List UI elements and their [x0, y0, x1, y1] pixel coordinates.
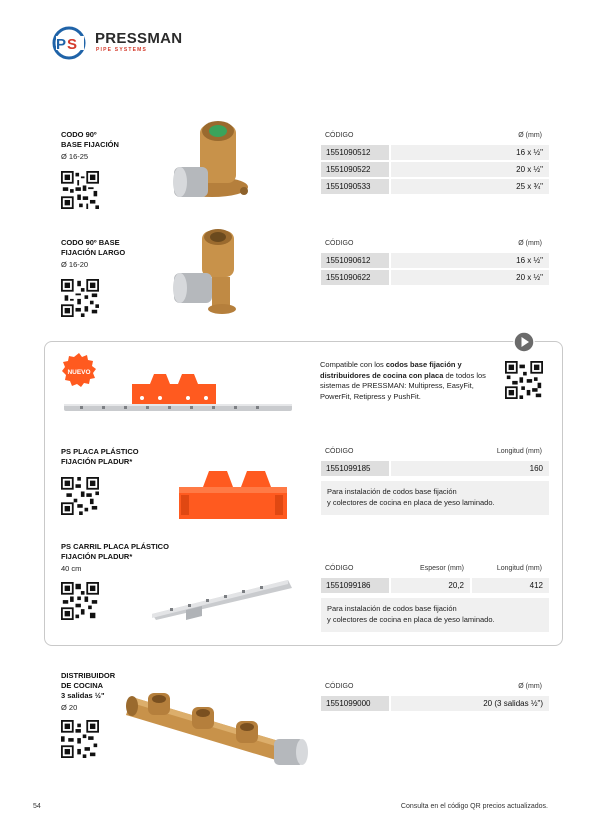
qr-code-icon[interactable]	[61, 720, 99, 758]
table-cell-code: 1551099000	[321, 696, 389, 711]
qr-code-icon[interactable]	[61, 477, 99, 515]
brand-tagline: PIPE SYSTEMS	[96, 47, 148, 53]
qr-code-icon[interactable]	[61, 279, 99, 317]
compat-text-post: de todos los sistemas de PRESSMAN: Multipress, EasyFit, PowerFit, Retipress y PushFit.	[320, 370, 486, 401]
col-header-code: CÓDIGO	[325, 240, 354, 247]
product-5-subtitle: Ø 20	[61, 703, 78, 712]
qr-code-icon[interactable]	[61, 582, 99, 620]
col-header-code: CÓDIGO	[325, 565, 354, 572]
kitchen-manifold-image	[126, 683, 310, 779]
table-cell-code: 1551099186	[321, 578, 389, 593]
qr-code-icon[interactable]	[61, 171, 99, 209]
title-line: PS PLACA PLÁSTICO	[61, 447, 139, 456]
table-cell-value: 16 x ½"	[391, 145, 549, 160]
table-cell-code: 1551090512	[321, 145, 389, 160]
compatibility-text	[320, 360, 490, 402]
product-1-title	[61, 130, 119, 150]
col-header-diameter: Ø (mm)	[518, 683, 542, 690]
brand-name: PRESSMAN	[95, 30, 183, 47]
long-elbow-base-fitting-image	[172, 225, 250, 317]
table-cell-value: 20,2	[391, 578, 470, 593]
title-line: CODO 90º	[61, 130, 97, 139]
elbow-base-fitting-image	[172, 117, 250, 209]
note-line: y colectores de cocina en placa de yeso laminado.	[327, 615, 495, 624]
col-header-code: CÓDIGO	[325, 132, 354, 139]
col-header-length: Longitud (mm)	[496, 565, 542, 572]
product-1-subtitle: Ø 16-25	[61, 152, 89, 161]
product-2-subtitle: Ø 16-20	[61, 260, 89, 269]
col-header-length: Longitud (mm)	[496, 448, 542, 455]
compat-text-bold: codos base fijación y distribuidores de cocina con placa	[320, 360, 462, 380]
note-line: y colectores de cocina en placa de yeso laminado.	[327, 498, 495, 507]
svg-text:P: P	[56, 36, 67, 53]
table-cell-value: 20 (3 salidas ½")	[391, 696, 549, 711]
title-line: CODO 90º BASE	[61, 238, 120, 247]
product-4-title	[61, 542, 169, 562]
svg-text:S: S	[67, 36, 78, 53]
note-line: Para instalación de codos base fijación	[327, 604, 457, 613]
page-number: 54	[33, 803, 41, 810]
table-cell-value: 25 x ¾"	[391, 179, 549, 194]
product-3-title	[61, 447, 139, 467]
plastic-plate-image	[175, 465, 291, 523]
title-line: DE COCINA	[61, 681, 104, 690]
table-cell-value: 20 x ½"	[391, 162, 549, 177]
col-header-code: CÓDIGO	[325, 448, 354, 455]
product-note	[321, 481, 549, 515]
title-line: BASE FIJACIÓN	[61, 140, 119, 149]
table-cell-value: 16 x ½"	[391, 253, 549, 268]
product-2-title	[61, 238, 125, 258]
product-note	[321, 598, 549, 632]
col-header-diameter: Ø (mm)	[518, 132, 542, 139]
pressman-logo-icon	[52, 26, 88, 60]
title-line: DISTRIBUIDOR	[61, 671, 116, 680]
col-header-diameter: Ø (mm)	[518, 240, 542, 247]
metal-rail-image	[148, 576, 294, 622]
title-line: PS CARRIL PLACA PLÁSTICO	[61, 542, 169, 551]
title-line: FIJACIÓN LARGO	[61, 248, 126, 257]
compat-text-pre: Compatible con los	[320, 360, 386, 369]
title-line: FIJACIÓN PLADUR*	[61, 457, 133, 466]
col-header-code: CÓDIGO	[325, 683, 354, 690]
product-4-subtitle: 40 cm	[61, 564, 82, 573]
table-cell-code: 1551090522	[321, 162, 389, 177]
title-line: 3 salidas ½"	[61, 691, 105, 700]
table-cell-value: 412	[472, 578, 549, 593]
new-badge-label: NUEVO	[67, 369, 91, 376]
note-line: Para instalación de codos base fijación	[327, 487, 457, 496]
footer-note: Consulta en el código QR precios actualizados.	[400, 803, 548, 810]
table-cell-value: 20 x ½"	[391, 270, 549, 285]
table-cell-code: 1551090622	[321, 270, 389, 285]
qr-code-icon[interactable]	[505, 361, 543, 399]
table-cell-code: 1551090612	[321, 253, 389, 268]
col-header-thickness: Espesor (mm)	[420, 565, 464, 572]
table-cell-code: 1551099185	[321, 461, 389, 476]
table-cell-code: 1551090533	[321, 179, 389, 194]
play-video-icon[interactable]	[513, 331, 535, 353]
product-5-title	[61, 671, 115, 701]
rail-with-plates-image	[62, 370, 294, 422]
table-cell-value: 160	[391, 461, 549, 476]
title-line: FIJACIÓN PLADUR*	[61, 552, 133, 561]
